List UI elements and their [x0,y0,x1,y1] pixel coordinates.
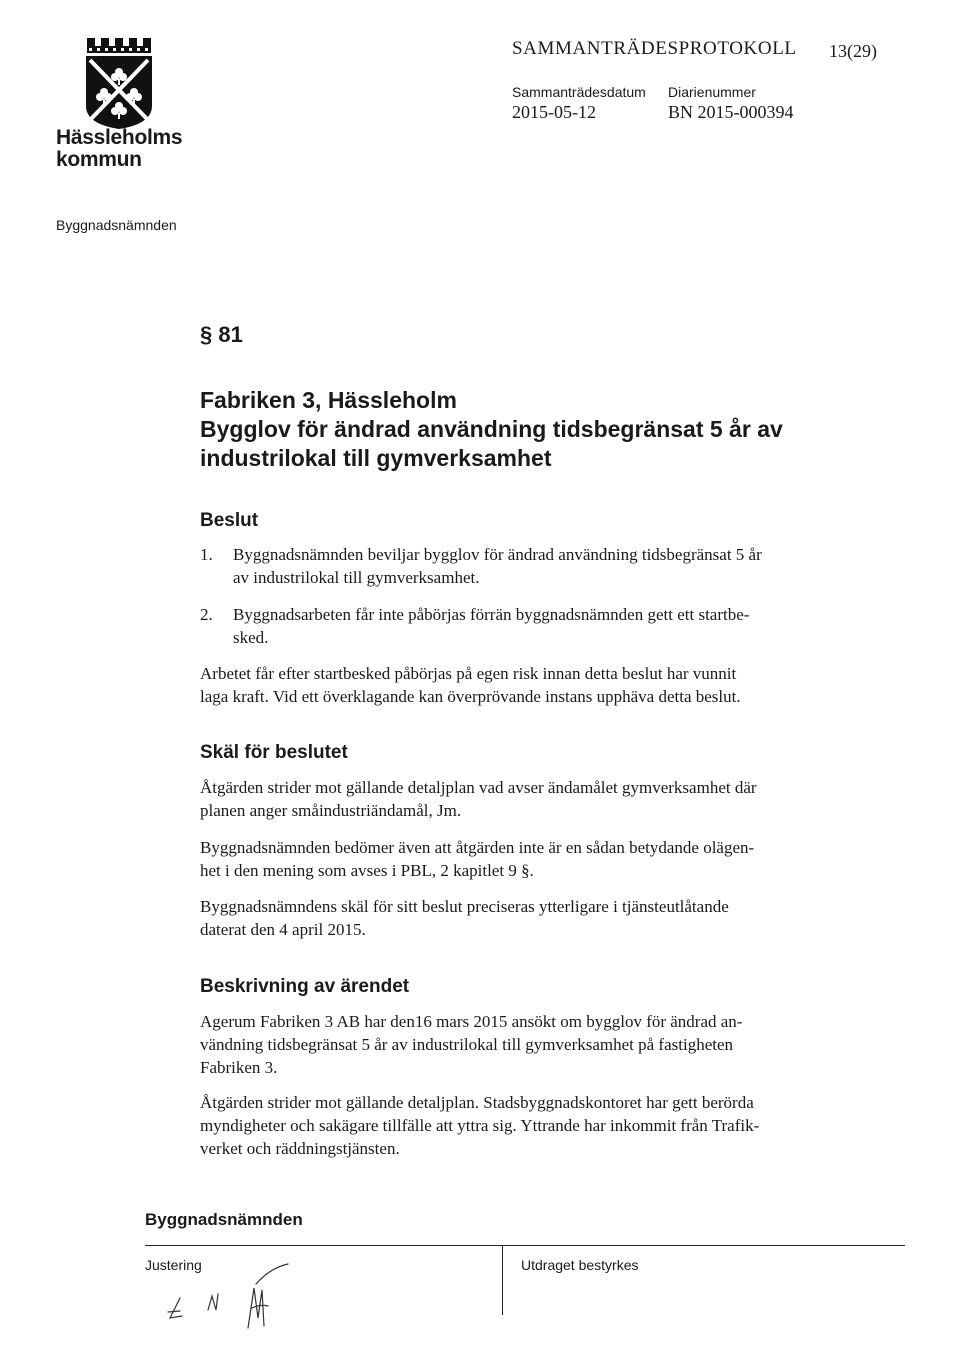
decision-item-number: 1. [200,545,213,564]
footer-divider [145,1245,905,1246]
reasons-paragraph [200,895,800,941]
reasons-paragraph [200,776,800,822]
reasons-line: Åtgärden strider mot gällande detaljplan vad avser ändamålet gymverksamhet där [200,778,757,797]
footer-committee-name: Byggnadsnämnden [145,1210,303,1229]
description-paragraph [200,1091,800,1160]
decision-item-number: 2. [200,605,213,624]
municipal-coat-of-arms-icon [84,36,154,130]
decision-note-line: laga kraft. Vid ett överklagande kan överprövande instans upphäva detta beslut. [200,687,741,706]
decision-note [200,662,800,708]
footer-column-divider [502,1245,503,1315]
decision-heading: Beslut [200,510,259,531]
signature-initials-icon [160,1258,300,1338]
extract-certified-label: Utdraget bestyrkes [521,1257,639,1273]
meeting-date-value: 2015-05-12 [512,102,596,122]
decision-item-line: av industrilokal till gymverksamhet. [233,568,480,587]
reasons-paragraph [200,836,800,882]
reasons-heading: Skäl för beslutet [200,742,348,763]
reasons-line: Byggnadsnämnden bedömer även att åtgärden inte är en sådan betydande olägen- [200,838,755,857]
case-title-line: Bygglov för ändrad användning tidsbegränsat 5 år av [200,416,783,442]
diary-number-label: Diarienummer [668,84,756,100]
reasons-line: daterat den 4 april 2015. [200,920,366,939]
meeting-date-label: Sammanträdesdatum [512,84,646,100]
description-paragraph [200,1010,800,1079]
decision-item-line: Byggnadsarbeten får inte påbörjas förrän byggnadsnämnden gett ett startbe- [233,605,750,624]
decision-item [200,603,800,649]
reasons-line: het i den mening som avses i PBL, 2 kapitlet 9 §. [200,861,534,880]
description-line: vändning tidsbegränsat 5 år av industrilokal till gymverksamhet på fastigheten [200,1035,734,1054]
description-line: verket och räddningstjänsten. [200,1139,400,1158]
page-number: 13(29) [829,41,877,61]
decision-item-line: Byggnadsnämnden beviljar bygglov för ändrad användning tidsbegränsat 5 år [233,545,762,564]
paragraph-number: § 81 [200,322,243,347]
case-title-line: industrilokal till gymverksamhet [200,445,552,471]
protocol-title: SAMMANTRÄDESPROTOKOLL [512,38,797,59]
municipality-name: Hässleholms kommun [56,126,183,171]
case-title-line: Fabriken 3, Hässleholm [200,387,457,413]
description-line: Agerum Fabriken 3 AB har den16 mars 2015 ansökt om bygglov för ändrad an- [200,1012,743,1031]
case-title [200,386,840,473]
reasons-line: planen anger småindustriändamål, Jm. [200,801,462,820]
decision-item-line: sked. [233,628,269,647]
description-line: Fabriken 3. [200,1058,278,1077]
decision-item [200,543,800,589]
committee-name: Byggnadsnämnden [56,217,177,233]
description-heading: Beskrivning av ärendet [200,976,410,997]
justering-label: Justering [145,1257,202,1273]
description-line: Åtgärden strider mot gällande detaljplan. Stadsbyggnadskontoret har gett berörda [200,1093,754,1112]
diary-number-value: BN 2015-000394 [668,102,794,122]
description-line: myndigheter och sakägare tillfälle att yttra sig. Yttrande har inkommit från Trafik- [200,1116,760,1135]
decision-note-line: Arbetet får efter startbesked påbörjas på egen risk innan detta beslut har vunnit [200,664,737,683]
reasons-line: Byggnadsnämndens skäl för sitt beslut preciseras ytterligare i tjänsteutlåtande [200,897,729,916]
